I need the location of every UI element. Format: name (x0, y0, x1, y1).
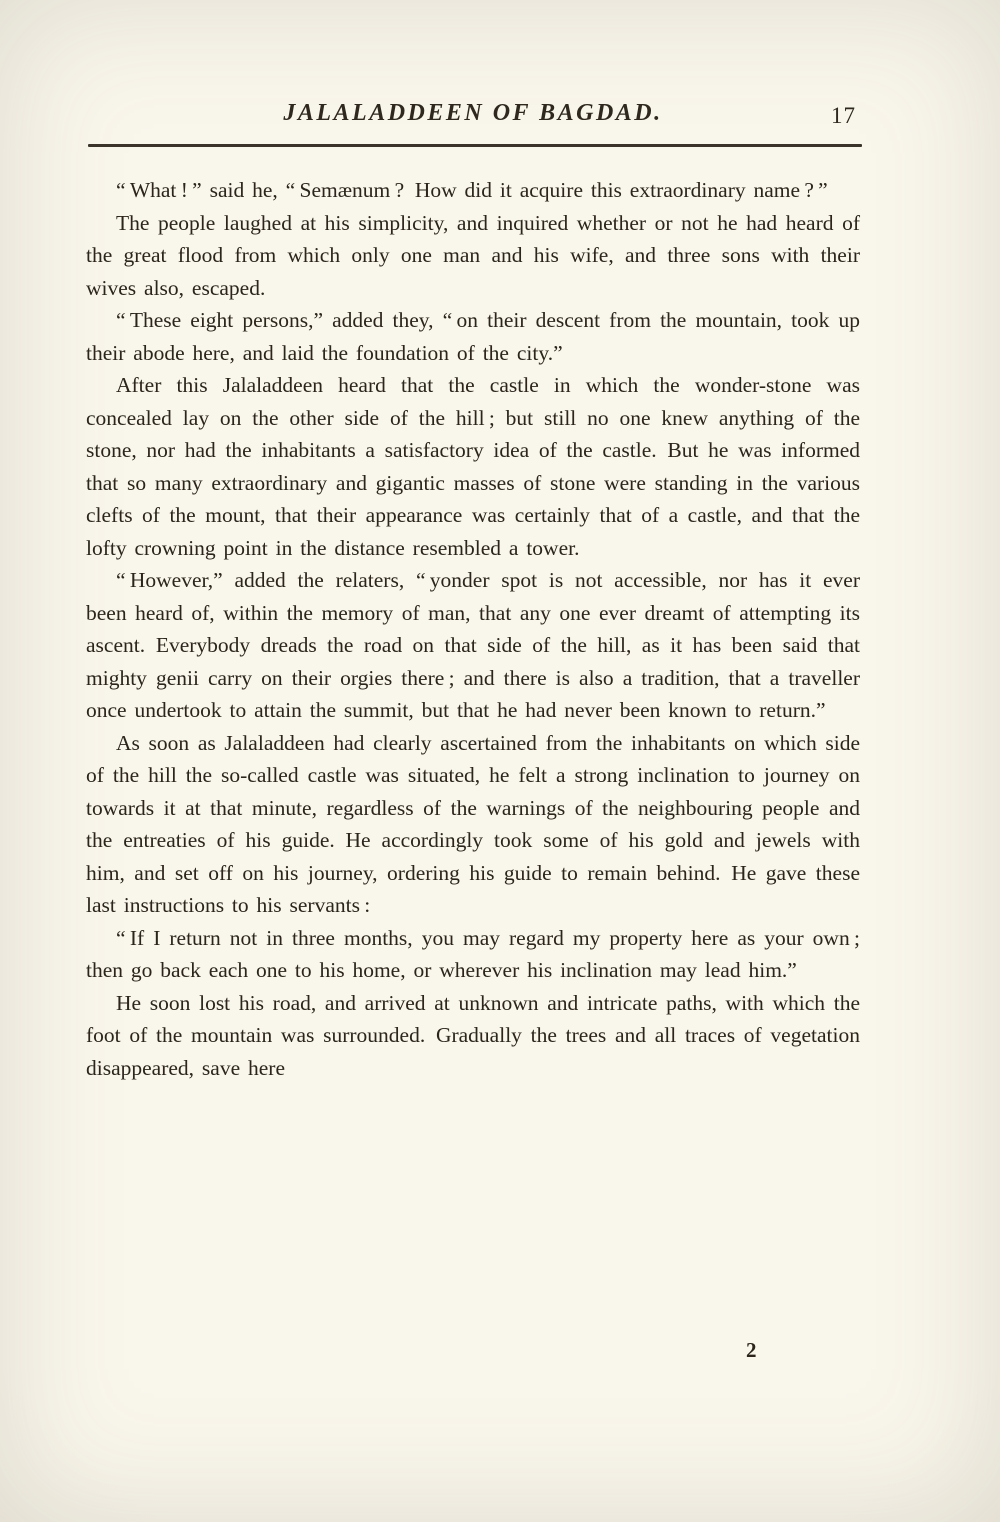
page-header (88, 100, 858, 134)
paragraph: After this Jalaladdeen heard that the castle in which the wonder-stone was concealed lay on the other side of the hill ; but still no one knew anything of the stone, nor had the inhabitants a satisfactory idea of the castle. But he was informed that so many extraordinary and gigantic masses of stone were standing in the various clefts of the mount, that their appearance was certainly that of a castle, and that the lofty crowning point in the distance resembled a tower. (86, 373, 860, 560)
paragraph: “ What ! ” said he, “ Semænum ? How did it acquire this extraordinary name ? ” (116, 178, 828, 202)
paragraph: The people laughed at his simplicity, and inquired whether or not he had heard of the great flood from which only one man and his wife, and three sons with their wives also, escaped. (86, 210, 860, 300)
paragraph: “ If I return not in three months, you may regard my property here as your own ; then go back each one to his home, or wherever his inclination may lead him.” (86, 925, 860, 982)
paragraph: “ These eight persons,” added they, “ on their descent from the mountain, took up their abode here, and laid the foundation of the city.” (86, 308, 860, 365)
paragraph: As soon as Jalaladdeen had clearly ascertained from the inhabitants on which side of the hill the so-called castle was situated, he felt a strong inclination to journey on towards it at that minute, regardless of the warnings of the neighbouring people and the entreaties of his guide. He accordingly took some of his gold and jewels with him, and set off on his journey, ordering his guide to remain behind. He gave these last instructions to his servants : (86, 730, 860, 917)
page-number: 17 (831, 103, 856, 128)
paragraph: He soon lost his road, and arrived at unknown and intricate paths, with which the foot of the mountain was surrounded. Gradually the trees and all traces of vegetation disappeared, save here (86, 990, 860, 1080)
paragraph: “ However,” added the relaters, “ yonder spot is not accessible, nor has it ever been heard of, within the memory of man, that any one ever dreamt of attempting its ascent. Everybody dreads the road on that side of the hill, as it has been said that mighty genii carry on their orgies there ; and there is also a tradition, that a traveller once undertook to attain the summit, but that he had never been known to return.” (86, 568, 860, 722)
header-rule (88, 144, 862, 147)
signature-mark: 2 (746, 1338, 757, 1362)
body-text (86, 174, 860, 1084)
running-title: JALALADDEEN OF BAGDAD. (283, 100, 663, 126)
